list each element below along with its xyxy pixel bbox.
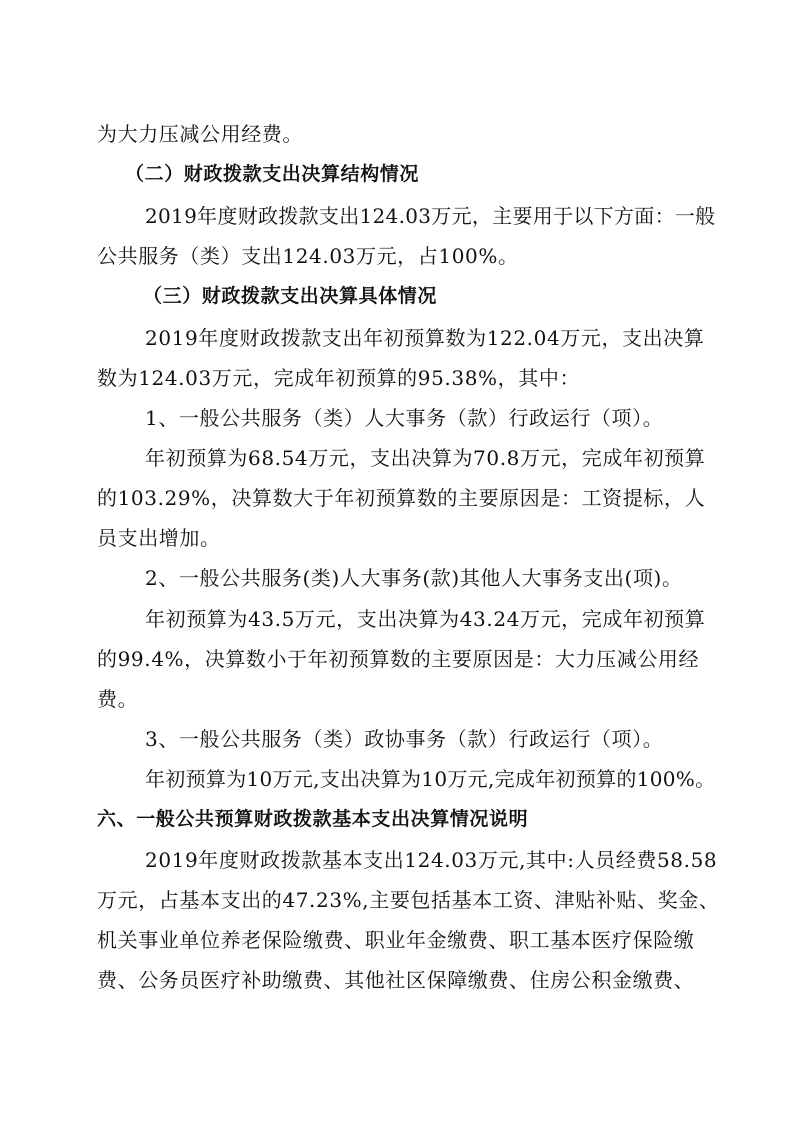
section-heading: （三）财政拨款支出决算具体情况: [143, 285, 438, 307]
paragraph-line: 费、公务员医疗补助缴费、其他社区保障缴费、住房公积金缴费、: [97, 968, 695, 992]
paragraph-line: 2019年度财政拨款支出124.03万元，主要用于以下方面：一般: [145, 204, 716, 228]
paragraph-line: 的99.4%，决算数小于年初预算数的主要原因是：大力压减公用经: [97, 647, 700, 671]
list-item: 2、一般公共服务(类)人大事务(款)其他人大事务支出(项)。: [145, 566, 683, 590]
paragraph-line: 公共服务（类）支出124.03万元，占100%。: [97, 244, 519, 268]
paragraph-line: 年初预算为10万元,支出决算为10万元,完成年初预算的100%。: [145, 767, 716, 791]
paragraph-line: 为大力压减公用经费。: [97, 122, 303, 146]
list-item: 1、一般公共服务（类）人大事务（款）行政运行（项）。: [145, 406, 664, 430]
paragraph-line: 费。: [97, 687, 139, 711]
paragraph-line: 员支出增加。: [97, 526, 221, 550]
paragraph-line: 万元，占基本支出的47.23%,主要包括基本工资、津贴补贴、奖金、: [97, 888, 720, 912]
paragraph-line: 机关事业单位养老保险缴费、职业年金缴费、职工基本医疗保险缴: [97, 928, 695, 952]
section-heading: 六、一般公共预算财政拨款基本支出决算情况说明: [97, 808, 529, 830]
section-heading: （二）财政拨款支出决算结构情况: [125, 163, 420, 185]
paragraph-line: 2019年度财政拨款基本支出124.03万元,其中:人员经费58.58: [145, 848, 718, 872]
list-item: 3、一般公共服务（类）政协事务（款）行政运行（项）。: [145, 727, 664, 751]
paragraph-line: 年初预算为68.54万元，支出决算为70.8万元，完成年初预算: [145, 446, 706, 470]
paragraph-line: 2019年度财政拨款支出年初预算数为122.04万元，支出决算: [145, 326, 705, 350]
paragraph-line: 年初预算为43.5万元，支出决算为43.24万元，完成年初预算: [145, 607, 706, 631]
paragraph-line: 的103.29%，决算数大于年初预算数的主要原因是：工资提标，人: [97, 486, 706, 510]
paragraph-line: 数为124.03万元，完成年初预算的95.38%，其中：: [97, 366, 581, 390]
